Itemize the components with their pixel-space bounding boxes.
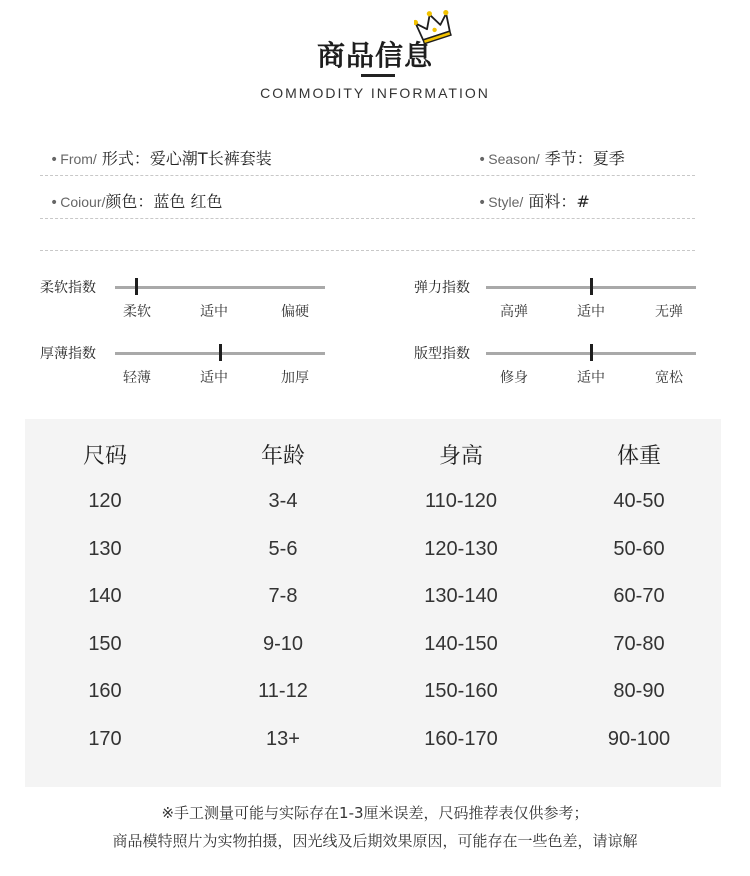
table-cell: 130	[88, 537, 122, 560]
info-form-cn: 形式：爱心潮T长裤套装	[101, 149, 272, 168]
bullet-dot: •	[50, 152, 59, 168]
scale-option-high: 偏硬	[281, 304, 309, 320]
info-colour	[50, 189, 223, 212]
page-title: 商品信息	[316, 39, 433, 72]
table-cell: 80-90	[613, 680, 665, 702]
scale-label: 厚薄指数	[40, 346, 96, 362]
table-cell: 150	[88, 632, 122, 655]
table-cell: 5-6	[268, 537, 298, 560]
scale-marker	[135, 278, 138, 295]
scale-option-mid: 适中	[577, 304, 605, 320]
table-cell: 170	[88, 727, 122, 750]
scale-marker	[219, 344, 222, 361]
scale-option-low: 柔软	[123, 304, 151, 320]
info-colour-en: Coiour/	[60, 194, 106, 210]
note-measurement: ※手工测量可能与实际存在1-3厘米误差，尺码推荐表仅供参考；	[161, 804, 589, 822]
scale-option-low: 修身	[500, 370, 528, 386]
table-cell: 140	[88, 585, 122, 607]
scale-elasticity	[414, 277, 699, 322]
table-cell: 160-170	[424, 727, 498, 750]
bullet-dot: •	[50, 195, 59, 211]
col-header-age: 年龄	[260, 444, 305, 469]
table-cell: 60-70	[613, 585, 665, 607]
col-header-size: 尺码	[82, 444, 127, 469]
info-row-2	[40, 189, 695, 219]
info-colour-cn: 颜色：蓝色 红色	[105, 192, 223, 211]
page-subtitle: COMMODITY INFORMATION	[260, 85, 490, 101]
bullet-dot: •	[478, 195, 487, 211]
scale-option-low: 轻薄	[123, 370, 151, 386]
table-cell: 13+	[266, 727, 300, 750]
table-cell: 3-4	[268, 490, 298, 512]
table-cell: 150-160	[424, 680, 498, 702]
info-season-en: Season/	[488, 151, 540, 167]
info-style-en: Style/	[488, 194, 524, 210]
scale-label: 弹力指数	[414, 280, 470, 296]
col-header-height: 身高	[438, 444, 483, 469]
scale-marker	[590, 278, 593, 295]
scale-label: 版型指数	[414, 346, 470, 362]
scale-option-high: 无弹	[655, 304, 683, 320]
scale-fit	[414, 343, 699, 388]
table-cell: 90-100	[607, 727, 671, 750]
table-cell: 70-80	[613, 632, 665, 655]
scale-option-mid: 适中	[577, 370, 605, 386]
table-cell: 110-120	[425, 490, 497, 512]
info-style	[478, 189, 590, 212]
note-color-difference: 商品模特照片为实物拍摄，因光线及后期效果原因，可能存在一些色差，请谅解	[112, 832, 638, 850]
table-cell: 120	[88, 490, 122, 512]
table-cell: 9-10	[262, 632, 304, 655]
info-form	[50, 146, 272, 169]
scale-option-high: 加厚	[281, 370, 309, 386]
table-cell: 160	[88, 680, 122, 702]
table-cell: 140-150	[424, 632, 498, 655]
title-underline	[361, 74, 395, 77]
scale-option-mid: 适中	[200, 304, 228, 320]
scale-option-high: 宽松	[655, 370, 683, 386]
scale-softness	[40, 277, 330, 322]
scale-option-low: 高弹	[500, 304, 528, 320]
table-cell: 11-12	[258, 680, 308, 702]
info-season	[478, 146, 625, 169]
section-divider	[40, 250, 695, 251]
info-row-1	[40, 146, 695, 176]
info-style-cn: 面料：#	[528, 192, 590, 211]
scale-option-mid: 适中	[200, 370, 228, 386]
info-form-en: From/	[60, 151, 97, 167]
scale-track	[115, 286, 325, 289]
size-table	[25, 419, 721, 787]
table-cell: 130-140	[424, 585, 498, 607]
scale-label: 柔软指数	[40, 280, 96, 296]
table-cell: 7-8	[268, 585, 298, 607]
info-season-cn: 季节：夏季	[544, 149, 625, 168]
col-header-weight: 体重	[616, 444, 661, 469]
table-cell: 50-60	[613, 537, 665, 560]
scale-marker	[590, 344, 593, 361]
table-cell: 120-130	[424, 537, 498, 560]
table-cell: 40-50	[613, 490, 665, 512]
bullet-dot: •	[478, 152, 487, 168]
scale-thickness	[40, 343, 330, 388]
